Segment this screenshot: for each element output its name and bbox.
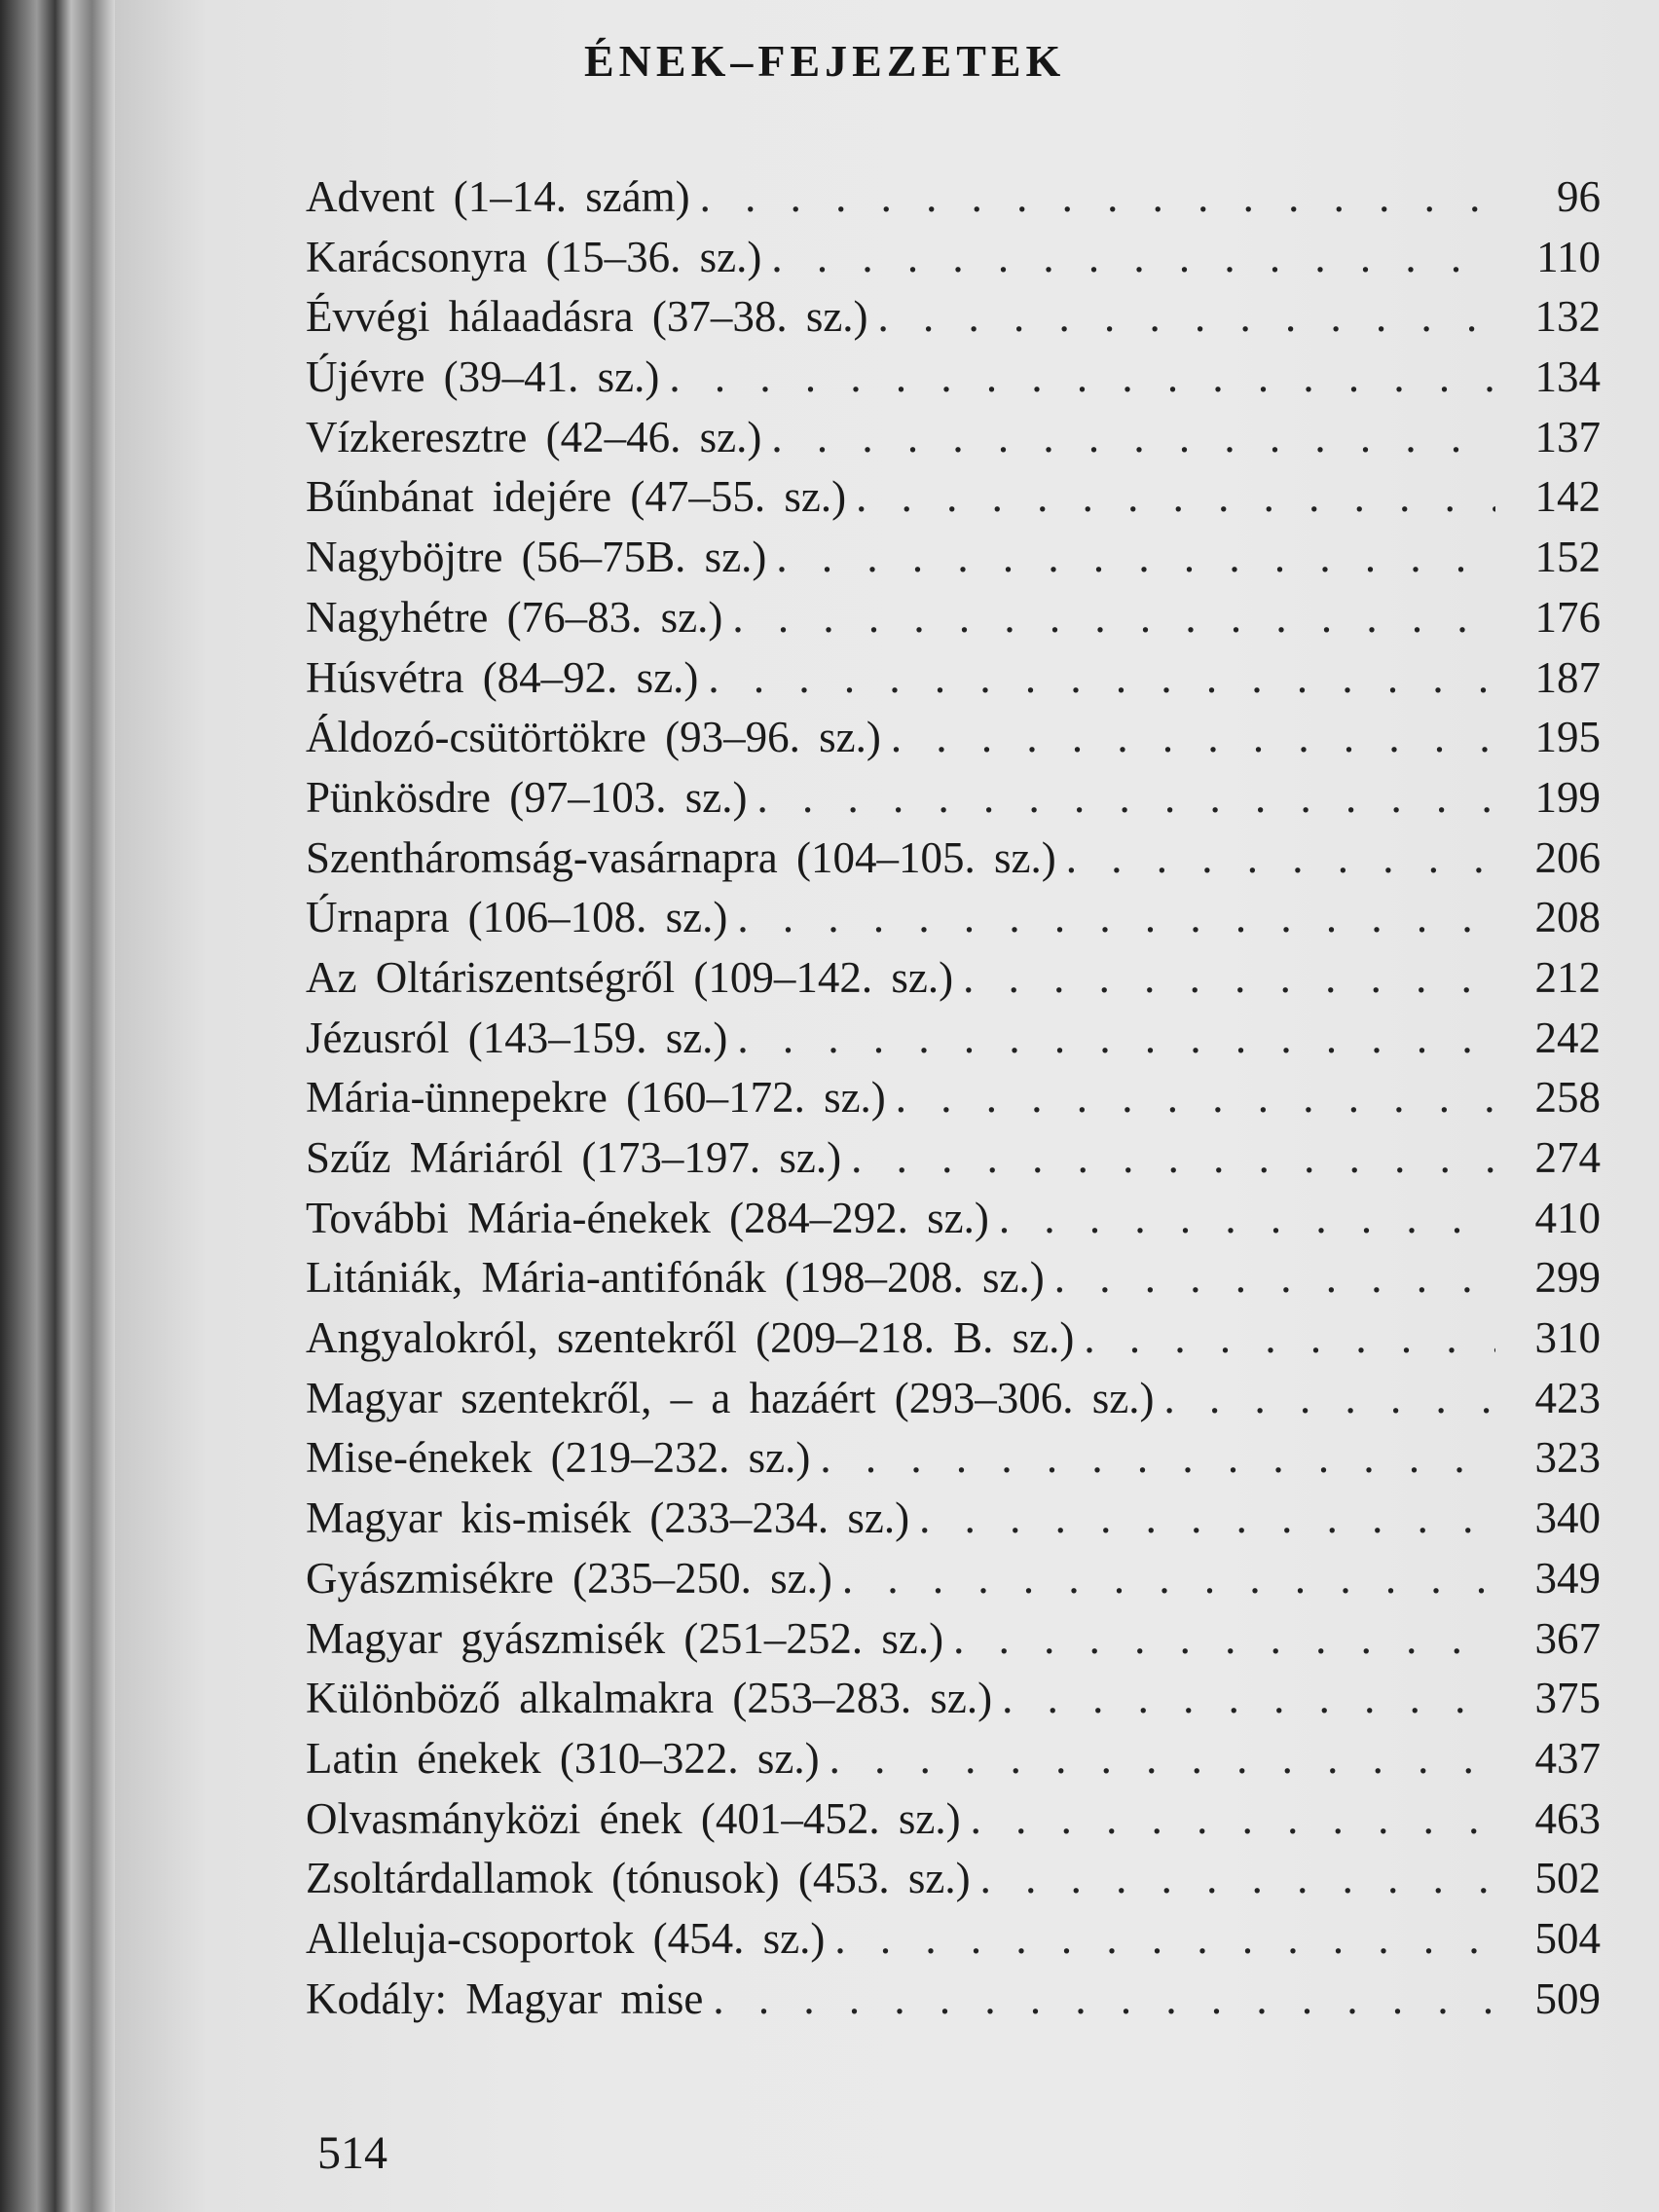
toc-entry — [306, 1973, 1601, 2034]
dot-leader — [820, 1432, 1495, 1483]
toc-entry — [306, 1673, 1601, 1733]
toc-entry-page: 323 — [1534, 1433, 1601, 1483]
toc-entry-page: 206 — [1534, 832, 1601, 882]
dot-leader — [713, 1973, 1495, 2024]
toc-entry-title: Jézusról (143–159. sz.) — [306, 1013, 728, 1062]
toc-entry-title: Évvégi hálaadásra (37–38. sz.) — [306, 292, 868, 342]
toc-entry — [306, 652, 1601, 713]
toc-entry-page: 375 — [1534, 1674, 1601, 1723]
toc-entry — [306, 1072, 1601, 1132]
toc-entry-page: 367 — [1534, 1613, 1601, 1663]
toc-entry — [306, 1013, 1601, 1073]
toc-entry-title: Bűnbánat idejére (47–55. sz.) — [306, 472, 847, 522]
toc-entry-page: 142 — [1534, 472, 1601, 522]
dot-leader — [830, 1733, 1495, 1784]
toc-entry-title: Advent (1–14. szám) — [306, 172, 690, 221]
dot-leader — [669, 351, 1495, 402]
toc-entry-page: 504 — [1534, 1913, 1601, 1963]
dot-leader — [1054, 1252, 1495, 1303]
toc-entry-title: Olvasmányközi ének (401–452. sz.) — [306, 1793, 961, 1843]
toc-entry-page: 134 — [1534, 352, 1601, 402]
toc-entry — [306, 1913, 1601, 1973]
toc-entry-page: 242 — [1534, 1013, 1601, 1062]
toc-entry — [306, 291, 1601, 351]
toc-entry-title: Kodály: Magyar mise — [306, 1973, 704, 2023]
dot-leader — [919, 1493, 1495, 1543]
toc-entry — [306, 1312, 1601, 1373]
toc-entry-title: Húsvétra (84–92. sz.) — [306, 652, 699, 702]
dot-leader — [1163, 1373, 1495, 1423]
toc-entry-page: 208 — [1534, 893, 1601, 942]
dot-leader — [971, 1793, 1495, 1844]
toc-entry-page: 274 — [1534, 1133, 1601, 1182]
toc-entry-title: Nagyböjtre (56–75B. sz.) — [306, 533, 767, 582]
toc-entry-title: Az Oltáriszentségről (109–142. sz.) — [306, 952, 954, 1002]
book-spine — [0, 0, 115, 2212]
dot-leader — [842, 1553, 1495, 1604]
dot-leader — [771, 232, 1495, 282]
toc-entry — [306, 1733, 1601, 1793]
toc-entry-title: Zsoltárdallamok (tónusok) (453. sz.) — [306, 1854, 971, 1903]
toc-entry — [306, 892, 1601, 952]
toc-entry-title: Szentháromság-vasárnapra (104–105. sz.) — [306, 832, 1056, 882]
toc-entry-title: Pünkösdre (97–103. sz.) — [306, 772, 748, 822]
toc-entry — [306, 1493, 1601, 1553]
toc-entry-page: 176 — [1534, 592, 1601, 642]
dot-leader — [737, 892, 1495, 942]
dot-leader — [776, 532, 1495, 582]
toc-entry-title: Szűz Máriáról (173–197. sz.) — [306, 1133, 842, 1182]
dot-leader — [953, 1613, 1495, 1664]
toc-entry-page: 152 — [1534, 533, 1601, 582]
toc-entry-title: Angyalokról, szentekről (209–218. B. sz.) — [306, 1313, 1075, 1363]
toc-entry-title: Magyar kis-misék (233–234. sz.) — [306, 1493, 910, 1543]
dot-leader — [878, 291, 1495, 342]
dot-leader — [896, 1072, 1495, 1123]
toc-entry-title: Karácsonyra (15–36. sz.) — [306, 232, 762, 281]
toc-entry-page: 96 — [1557, 172, 1601, 221]
toc-entry — [306, 952, 1601, 1013]
toc-entry — [306, 1252, 1601, 1312]
toc-entry — [306, 471, 1601, 532]
toc-entry-page: 212 — [1534, 952, 1601, 1002]
toc-entry — [306, 1853, 1601, 1913]
toc-entry-title: Gyászmisékre (235–250. sz.) — [306, 1553, 832, 1603]
toc-entry-title: Különböző alkalmakra (253–283. sz.) — [306, 1674, 993, 1723]
page-number: 514 — [317, 2127, 387, 2179]
toc-entry — [306, 412, 1601, 472]
dot-leader — [851, 1132, 1495, 1183]
dot-leader — [756, 772, 1495, 823]
toc-entry-title: Latin énekek (310–322. sz.) — [306, 1733, 820, 1783]
toc-entry-title: Mise-énekek (219–232. sz.) — [306, 1433, 811, 1483]
toc-entry — [306, 712, 1601, 772]
toc-entry-page: 132 — [1534, 292, 1601, 342]
dot-leader — [1066, 832, 1495, 883]
dot-leader — [700, 171, 1495, 222]
toc-entry — [306, 1553, 1601, 1613]
toc-entry-title: Nagyhétre (76–83. sz.) — [306, 592, 723, 642]
toc-entry-page: 299 — [1534, 1253, 1601, 1303]
toc-entry-page: 437 — [1534, 1733, 1601, 1783]
dot-leader — [771, 412, 1495, 462]
toc-entry — [306, 1193, 1601, 1253]
dot-leader — [1084, 1312, 1495, 1363]
toc-entry-page: 199 — [1534, 772, 1601, 822]
toc-entry-page: 509 — [1534, 1973, 1601, 2023]
dot-leader — [856, 471, 1495, 522]
dot-leader — [708, 652, 1495, 703]
toc-entry-page: 195 — [1534, 713, 1601, 762]
toc-entry — [306, 1132, 1601, 1193]
dot-leader — [1002, 1673, 1495, 1723]
toc-entry — [306, 171, 1601, 232]
dot-leader — [732, 592, 1495, 643]
toc-entry — [306, 232, 1601, 292]
toc-entry — [306, 592, 1601, 652]
toc-entry-title: Magyar szentekről, – a hazáért (293–306. sz.) — [306, 1373, 1155, 1422]
toc-entry-page: 187 — [1534, 652, 1601, 702]
toc-entry — [306, 1793, 1601, 1854]
toc-entry-page: 340 — [1534, 1493, 1601, 1543]
toc-entry-title: Vízkeresztre (42–46. sz.) — [306, 412, 762, 461]
toc-entry-page: 349 — [1534, 1553, 1601, 1603]
toc-entry-page: 463 — [1534, 1793, 1601, 1843]
toc-entry-title: Alleluja-csoportok (454. sz.) — [306, 1913, 826, 1963]
toc-entry-title: Magyar gyászmisék (251–252. sz.) — [306, 1613, 944, 1663]
toc-entry-title: Áldozó-csütörtökre (93–96. sz.) — [306, 713, 881, 762]
toc-entry-page: 502 — [1534, 1854, 1601, 1903]
toc-entry-title: Újévre (39–41. sz.) — [306, 352, 660, 402]
dot-leader — [980, 1853, 1495, 1903]
toc-entry — [306, 351, 1601, 412]
toc-entry-page: 110 — [1536, 232, 1601, 281]
toc-entry-title: Mária-ünnepekre (160–172. sz.) — [306, 1073, 886, 1123]
toc-entry — [306, 1432, 1601, 1493]
toc-entry-page: 137 — [1534, 412, 1601, 461]
dot-leader — [963, 952, 1495, 1003]
toc-entry-page: 310 — [1534, 1313, 1601, 1363]
toc-entry — [306, 832, 1601, 893]
toc-entry-page: 258 — [1534, 1073, 1601, 1123]
dot-leader — [737, 1013, 1495, 1063]
toc-entry — [306, 772, 1601, 832]
table-of-contents — [306, 171, 1601, 2033]
toc-entry — [306, 532, 1601, 592]
toc-entry-page: 423 — [1534, 1373, 1601, 1422]
toc-entry — [306, 1373, 1601, 1433]
toc-entry-title: Úrnapra (106–108. sz.) — [306, 893, 728, 942]
page-title: ÉNEK–FEJEZETEK — [584, 36, 1066, 86]
dot-leader — [891, 712, 1495, 762]
toc-entry-title: Litániák, Mária-antifónák (198–208. sz.) — [306, 1253, 1045, 1303]
toc-entry-page: 410 — [1534, 1193, 1601, 1242]
dot-leader — [999, 1193, 1495, 1243]
dot-leader — [834, 1913, 1495, 1964]
toc-entry-title: További Mária-énekek (284–292. sz.) — [306, 1193, 989, 1242]
toc-entry — [306, 1613, 1601, 1674]
